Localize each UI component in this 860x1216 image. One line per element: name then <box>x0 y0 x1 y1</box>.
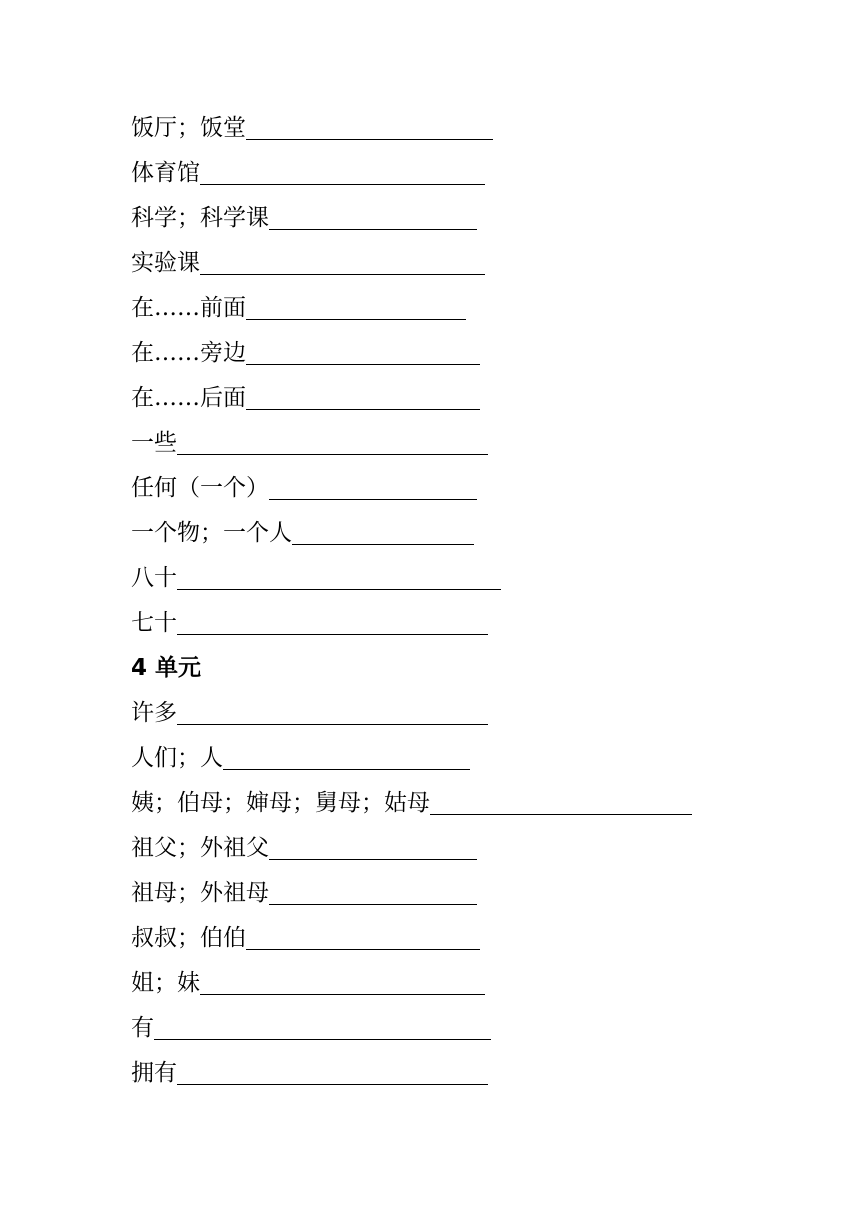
vocab-row <box>131 1055 488 1087</box>
vocab-row <box>131 290 466 322</box>
answer-blank[interactable] <box>269 207 477 230</box>
vocab-row <box>131 605 488 637</box>
unit-heading-row <box>131 650 201 682</box>
vocab-row <box>131 785 692 817</box>
vocab-row <box>131 920 480 952</box>
vocab-label: 有 <box>131 1015 154 1041</box>
vocab-row <box>131 245 485 277</box>
answer-blank[interactable] <box>246 342 480 365</box>
vocab-label: 七十 <box>131 610 177 636</box>
answer-blank[interactable] <box>177 567 501 590</box>
vocab-row <box>131 155 485 187</box>
vocab-label: 一些 <box>131 430 177 456</box>
vocab-row <box>131 380 480 412</box>
vocab-row <box>131 695 488 727</box>
vocab-label: 一个物；一个人 <box>131 520 292 546</box>
vocab-label: 科学；科学课 <box>131 205 269 231</box>
answer-blank[interactable] <box>200 162 485 185</box>
vocab-label: 体育馆 <box>131 160 200 186</box>
answer-blank[interactable] <box>223 747 470 770</box>
answer-blank[interactable] <box>246 927 480 950</box>
answer-blank[interactable] <box>177 612 488 635</box>
answer-blank[interactable] <box>269 882 477 905</box>
answer-blank[interactable] <box>292 522 474 545</box>
answer-blank[interactable] <box>269 837 477 860</box>
vocab-row <box>131 875 477 907</box>
vocab-row <box>131 1010 491 1042</box>
answer-blank[interactable] <box>246 297 466 320</box>
vocab-row <box>131 200 477 232</box>
vocab-label: 任何（一个） <box>131 475 269 501</box>
vocab-row <box>131 470 477 502</box>
vocab-label: 在……旁边 <box>131 340 246 366</box>
vocab-row <box>131 515 474 547</box>
answer-blank[interactable] <box>269 477 477 500</box>
vocab-row <box>131 425 488 457</box>
vocab-row <box>131 965 485 997</box>
vocab-row <box>131 560 501 592</box>
vocab-label: 许多 <box>131 700 177 726</box>
vocab-row <box>131 830 477 862</box>
vocab-label: 人们；人 <box>131 745 223 771</box>
answer-blank[interactable] <box>200 972 485 995</box>
answer-blank[interactable] <box>246 117 493 140</box>
vocab-label: 实验课 <box>131 250 200 276</box>
vocab-label: 叔叔；伯伯 <box>131 925 246 951</box>
vocab-label: 在……前面 <box>131 295 246 321</box>
unit-heading: 4 单元 <box>131 655 202 681</box>
vocab-label: 祖母；外祖母 <box>131 880 269 906</box>
vocab-label: 拥有 <box>131 1060 177 1086</box>
answer-blank[interactable] <box>154 1017 491 1040</box>
vocab-row <box>131 110 493 142</box>
vocab-label: 祖父；外祖父 <box>131 835 269 861</box>
answer-blank[interactable] <box>430 792 692 815</box>
answer-blank[interactable] <box>200 252 485 275</box>
answer-blank[interactable] <box>177 1062 488 1085</box>
answer-blank[interactable] <box>177 432 488 455</box>
vocab-label: 在……后面 <box>131 385 246 411</box>
vocab-row <box>131 740 470 772</box>
answer-blank[interactable] <box>177 702 488 725</box>
vocab-label: 八十 <box>131 565 177 591</box>
vocab-label: 姨；伯母；婶母；舅母；姑母 <box>131 790 430 816</box>
vocab-label: 饭厅；饭堂 <box>131 115 246 141</box>
vocab-row <box>131 335 480 367</box>
vocab-label: 姐；妹 <box>131 970 200 996</box>
answer-blank[interactable] <box>246 387 480 410</box>
